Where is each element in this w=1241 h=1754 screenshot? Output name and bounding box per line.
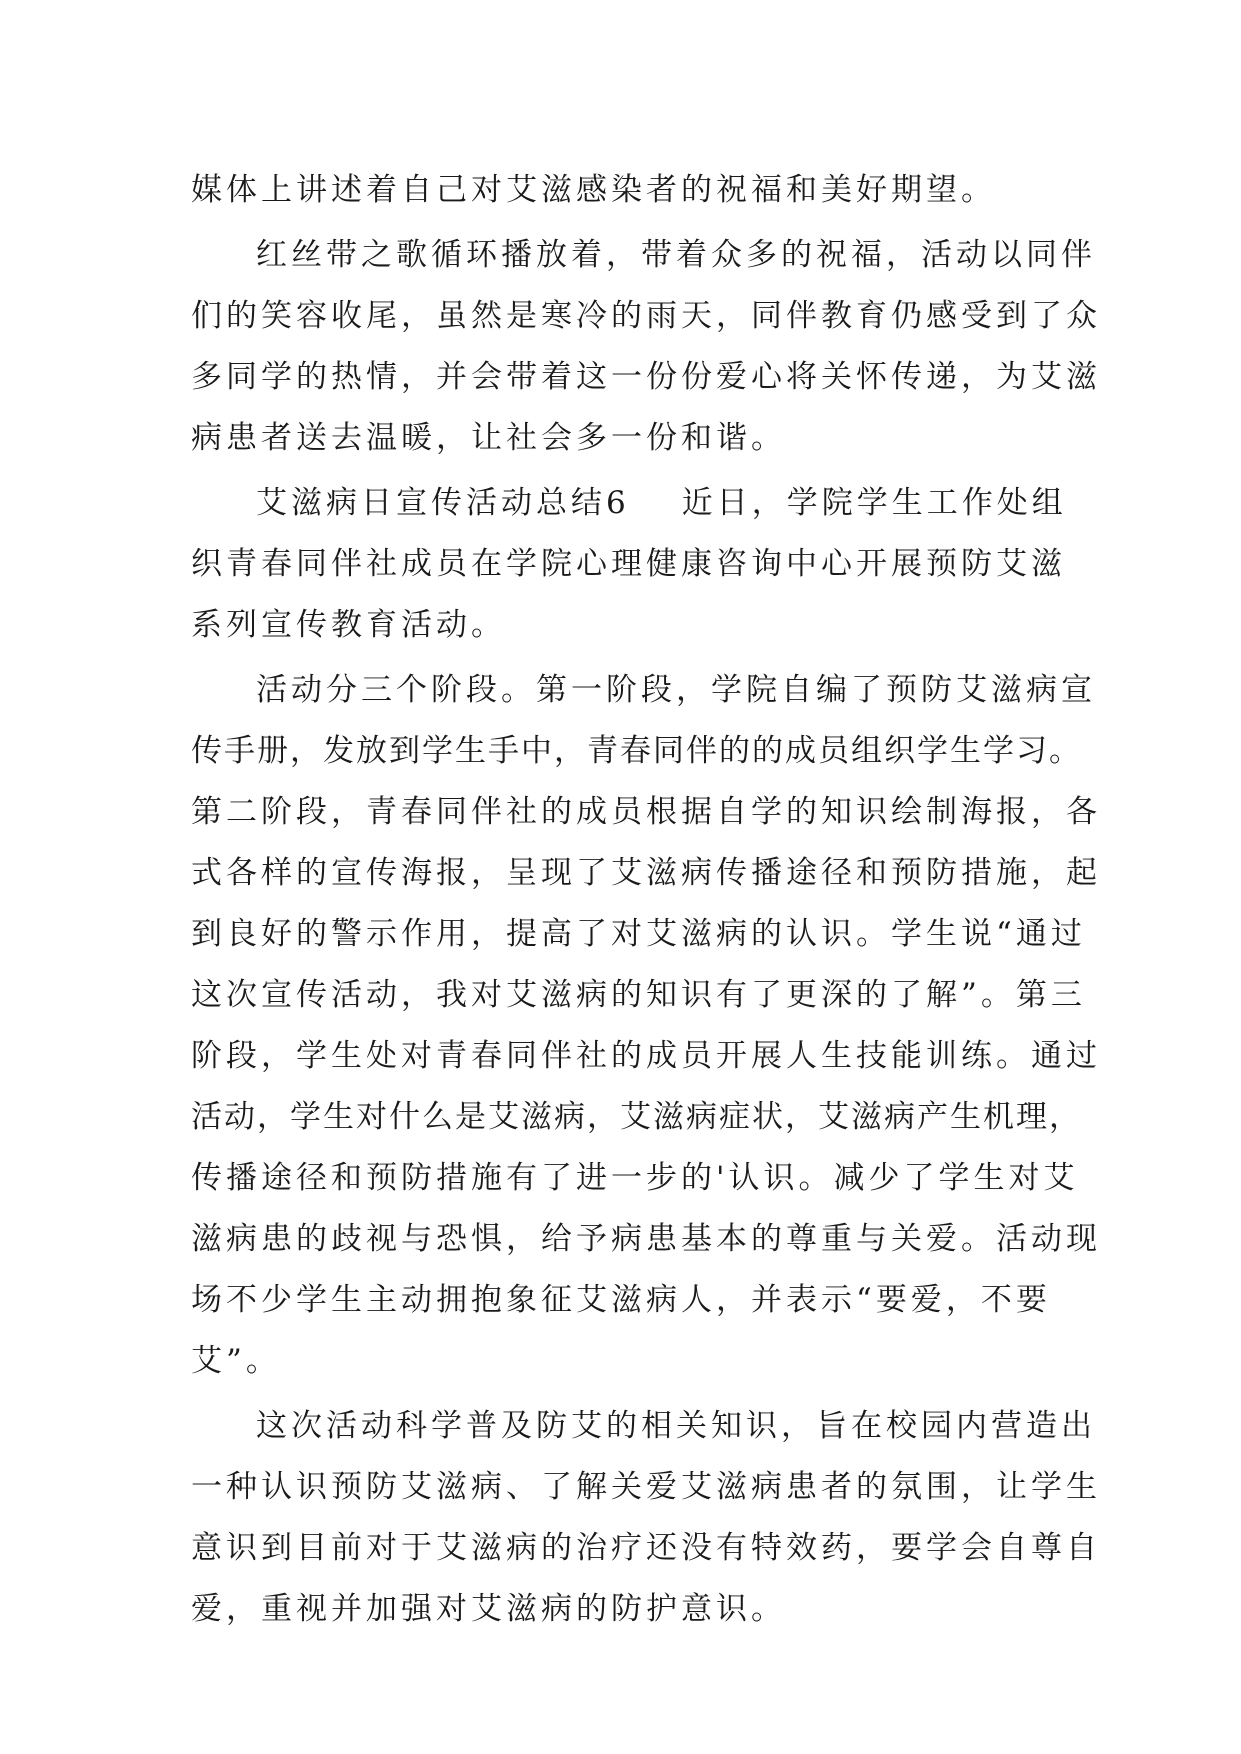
text-line: 系列宣传教育活动。 bbox=[191, 607, 506, 643]
text-line: 这次宣传活动，我对艾滋病的知识有了更深的了解”。第三 bbox=[191, 977, 1086, 1013]
text-line: 活动分三个阶段。第一阶段，学院自编了预防艾滋病宣 bbox=[256, 672, 1096, 708]
text-line: 到良好的警示作用，提高了对艾滋病的认识。学生说“通过 bbox=[191, 916, 1086, 952]
text-line: 艾”。 bbox=[191, 1343, 281, 1379]
document-page bbox=[191, 160, 1101, 1640]
text-line: 爱，重视并加强对艾滋病的防护意识。 bbox=[191, 1591, 786, 1627]
text-line: 红丝带之歌循环播放着，带着众多的祝福，活动以同伴 bbox=[256, 237, 1096, 273]
paragraph-5 bbox=[191, 1396, 1101, 1640]
section-heading: 艾滋病日宣传活动总结6 bbox=[256, 485, 630, 521]
text-line: 活动，学生对什么是艾滋病，艾滋病症状，艾滋病产生机理， bbox=[191, 1099, 1082, 1135]
text-line: 多同学的热情，并会带着这一份份爱心将关怀传递，为艾滋 bbox=[191, 359, 1101, 395]
text-line: 传手册，发放到学生手中，青春同伴的的成员组织学生学习。 bbox=[191, 733, 1082, 769]
text-line: 式各样的宣传海报，呈现了艾滋病传播途径和预防措施，起 bbox=[191, 855, 1101, 891]
text-line: 一种认识预防艾滋病、了解关爱艾滋病患者的氛围，让学生 bbox=[191, 1469, 1101, 1505]
paragraph-2 bbox=[191, 225, 1101, 469]
text-line: 近日，学院学生工作处组 bbox=[681, 485, 1067, 521]
text-line: 病患者送去温暖，让社会多一份和谐。 bbox=[191, 420, 786, 456]
paragraph-3 bbox=[191, 473, 1067, 656]
text-line: 阶段，学生处对青春同伴社的成员开展人生技能训练。通过 bbox=[191, 1038, 1101, 1074]
paragraph-4 bbox=[191, 660, 1101, 1392]
text-line: 传播途径和预防措施有了进一步的'认识。减少了学生对艾 bbox=[191, 1160, 1079, 1196]
text-line: 织青春同伴社成员在学院心理健康咨询中心开展预防艾滋 bbox=[191, 546, 1066, 582]
paragraph-1 bbox=[191, 160, 1057, 221]
text-line: 场不少学生主动拥抱象征艾滋病人，并表示“要爱，不要 bbox=[191, 1282, 1051, 1318]
heading-line bbox=[191, 473, 1067, 534]
text-line: 第二阶段，青春同伴社的成员根据自学的知识绘制海报，各 bbox=[191, 794, 1101, 830]
text-line: 意识到目前对于艾滋病的治疗还没有特效药，要学会自尊自 bbox=[191, 1530, 1101, 1566]
text-line: 这次活动科学普及防艾的相关知识，旨在校园内营造出 bbox=[256, 1408, 1096, 1444]
text-line: 媒体上讲述着自己对艾滋感染者的祝福和美好期望。 bbox=[191, 172, 996, 208]
text-line: 滋病患的歧视与恐惧，给予病患基本的尊重与关爱。活动现 bbox=[191, 1221, 1101, 1257]
text-line: 们的笑容收尾，虽然是寒冷的雨天，同伴教育仍感受到了众 bbox=[191, 298, 1101, 334]
